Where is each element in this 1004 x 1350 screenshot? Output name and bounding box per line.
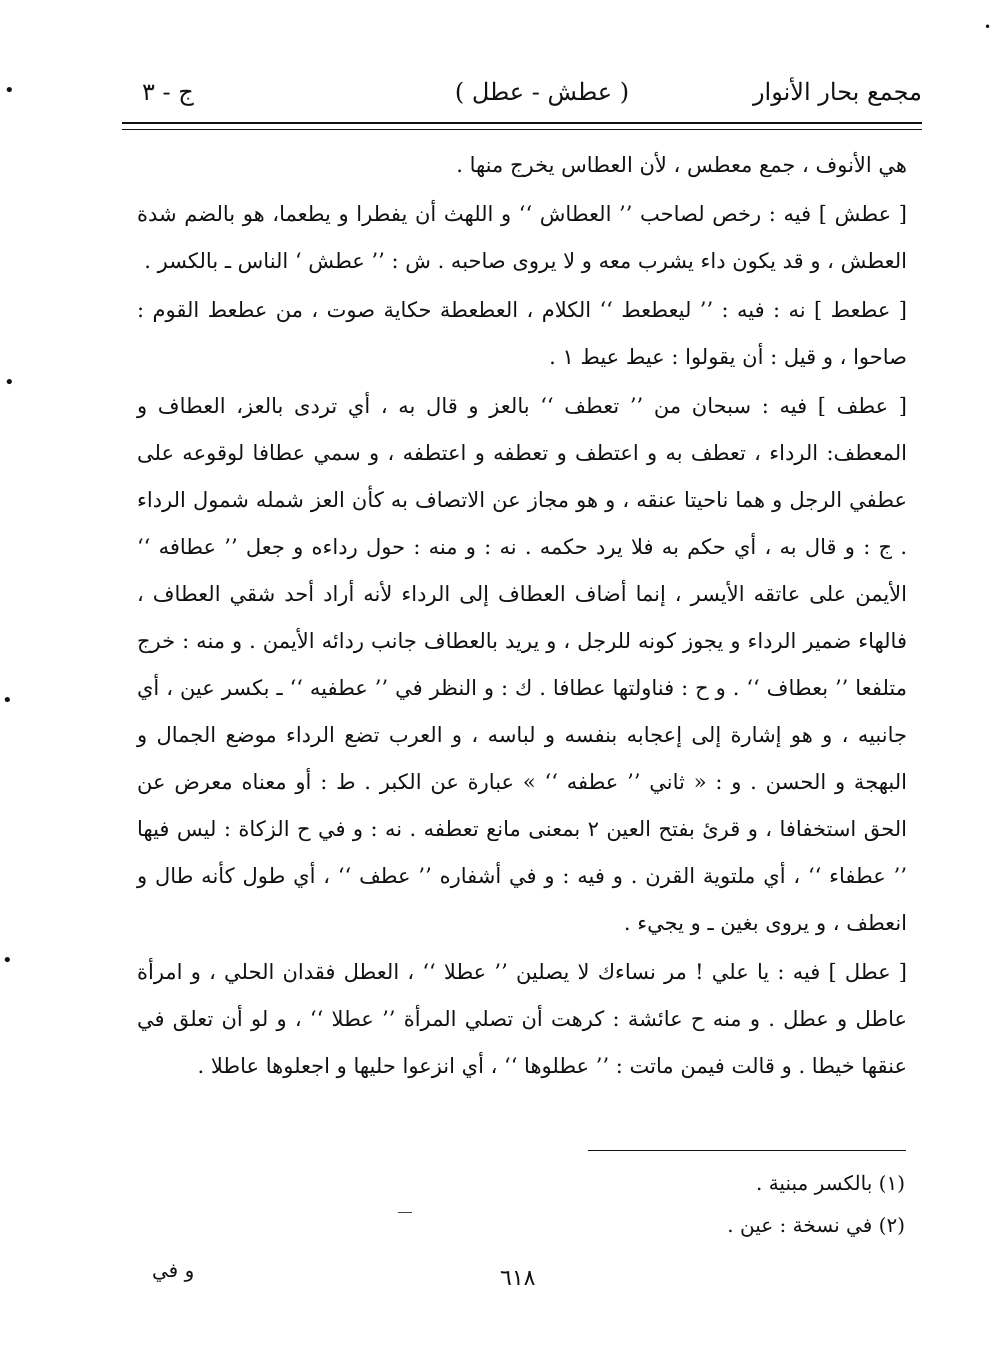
header-rule-thin [122,129,922,130]
entry-range: ( عطش - عطل ) [454,78,630,106]
margin-dot: • [2,950,13,971]
main-text [137,142,907,1090]
running-header [122,70,922,120]
footnotes [500,1162,905,1246]
entry-atl: [ عطل ] فيه : يا علي ! مر نساءك لا يصلين ’’ عطلا ‘‘ ، العطل فقدان الحلي ، و امرأة عاطل و عطل . و منه ح عائشة : كرهت أن تصلي المرأة ’’ عطلا ‘‘ ، و لو أن تعلق في عنقها خيطا . و قالت فيمن ماتت : ’’ عطلوها ‘‘ ، أي انزعوا حليها و اجعلوها عاطلا . [137,960,907,1078]
entry-atat: [ عطعط ] نه : فيه : ’’ ليعطعط ‘‘ الكلام ، العطعطة حكاية صوت ، من عطعط القوم : صاحوا ، و قيل : أن يقولوا : عيط عيط ١ . [137,298,907,369]
book-title: مجمع بحار الأنوار [752,78,922,106]
margin-dot: • [2,690,13,711]
margin-dot: • [4,372,15,393]
entry-atf: [ عطف ] فيه : سبحان من ’’ تعطف ‘‘ بالعز و قال به ، أي تردى بالعز، العطاف و المعطف: الرداء ، تعطف به و اعتطف و تعطفه و اعتطفه ، و سمي عطافا لوقوعه على عطفي الرجل و هما ناحيتا عنقه ، و هو مجاز عن الاتصاف به كأن العز شمله شمول الرداء . ج : و قال به ، أي حكم به فلا يرد حكمه . نه : و منه : حول رداءه و جعل ’’ عطافه ‘‘ الأيمن على عاتقه الأيسر ، إنما أضاف العطاف إلى الرداء لأنه أراد أحد شقي العطاف ، فالهاء ضمير الرداء و يجوز كونه للرجل ، و يريد بالعطاف جانب ردائه الأيمن . و منه : خرج متلفعا ’’ بعطاف ‘‘ . و ح : فناولتها عطافا . ك : و النظر في ’’ عطفيه ‘‘ ـ بكسر عين ، أي جانبيه ، و هو إشارة إلى إعجابه بنفسه و لباسه ، و العرب تضع الرداء موضع الجمال و البهجة و الحسن . و : « ثاني ’’ عطفه ‘‘ » عبارة عن الكبر . ط : أو معناه معرض عن الحق استخفافا ، و قرئ بفتح العين ٢ بمعنى مانع تعطفه . نه : و في ح الزكاة : ليس فيها ’’ عطفاء ‘‘ ، أي ملتوية القرن . و فيه : و في أشفاره ’’ عطف ‘‘ ، أي طول كأنه طال و انعطف ، و يروى بغين ـ و يجيء . [137,394,907,935]
footnote-1: (١) بالكسر مبنية . [755,1171,905,1195]
page-number: ٦١٨ [500,1266,536,1291]
stray-mark [398,1212,412,1213]
volume-number: ج - ٣ [142,78,194,106]
margin-dot: • [4,80,15,101]
catchword: و في [152,1258,195,1282]
margin-dot: • [984,20,992,34]
header-rule-thick [122,122,922,124]
entry-atash: [ عطش ] فيه : رخص لصاحب ’’ العطاش ‘‘ و اللهث أن يفطرا و يطعما، هو بالضم شدة العطش ، و قد يكون داء يشرب معه و لا يروى صاحبه . ش : ’’ عطش ‘ الناس ـ بالكسر . [137,202,907,273]
footnote-2: (٢) في نسخة : عين . [727,1213,905,1237]
continuation-paragraph: هي الأنوف ، جمع معطس ، لأن العطاس يخرج منها . [456,153,907,177]
footnote-rule [588,1150,906,1151]
